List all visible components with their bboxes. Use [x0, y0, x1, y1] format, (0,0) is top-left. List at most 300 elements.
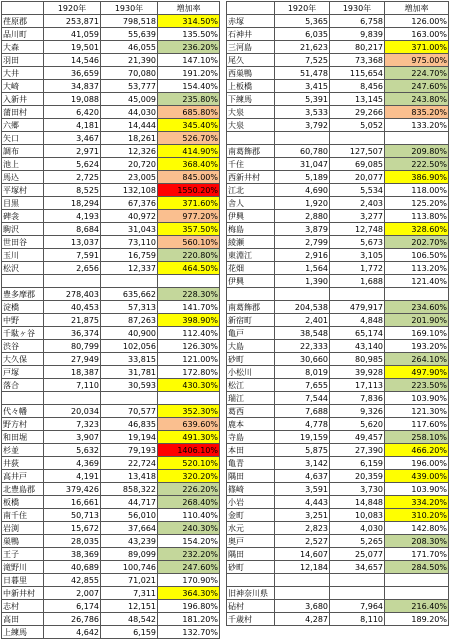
population-1920-cell: 19,088: [44, 93, 101, 106]
municipality-cell: 大井: [2, 67, 44, 80]
population-1930-cell: 9,839: [330, 28, 385, 41]
growth-rate-cell: 845.00%: [158, 171, 220, 184]
growth-rate-cell: 685.80%: [158, 106, 220, 119]
table-row: [227, 93, 449, 106]
population-1930-cell: 102,056: [101, 340, 158, 353]
municipality-cell: 石神井: [227, 28, 275, 41]
growth-rate-cell: [385, 132, 449, 145]
population-1930-cell: 12,337: [101, 262, 158, 275]
growth-rate-cell: 133.20%: [385, 119, 449, 132]
growth-rate-cell: 191.20%: [158, 67, 220, 80]
table-row: [227, 249, 449, 262]
municipality-cell: 亀戸: [227, 327, 275, 340]
table-row: [2, 483, 220, 496]
population-1920-cell: 15,672: [44, 522, 101, 535]
municipality-cell: 篠崎: [227, 483, 275, 496]
population-1920-cell: [275, 587, 330, 600]
municipality-cell: 松沢: [2, 262, 44, 275]
population-1920-cell: 21,875: [44, 314, 101, 327]
population-1920-cell: 4,193: [44, 210, 101, 223]
population-1930-cell: 71,021: [101, 574, 158, 587]
table-row: [227, 197, 449, 210]
municipality-cell: 本田: [227, 444, 275, 457]
population-1920-cell: 2,880: [275, 210, 330, 223]
municipality-cell: 羽田: [2, 54, 44, 67]
growth-rate-cell: 1550.20%: [158, 184, 220, 197]
municipality-cell: 世田谷: [2, 236, 44, 249]
municipality-cell: 駒沢: [2, 223, 44, 236]
population-1930-cell: [330, 574, 385, 587]
growth-rate-cell: 235.80%: [158, 93, 220, 106]
population-1930-cell: 5,673: [330, 236, 385, 249]
growth-rate-cell: 201.90%: [385, 314, 449, 327]
growth-rate-cell: 132.70%: [158, 626, 220, 639]
municipality-cell: 王子: [2, 548, 44, 561]
population-1920-cell: 278,403: [44, 288, 101, 301]
population-1930-cell: 18,261: [101, 132, 158, 145]
population-1920-cell: 3,907: [44, 431, 101, 444]
municipality-cell: 綾瀬: [227, 236, 275, 249]
municipality-cell: 杉並: [2, 444, 44, 457]
population-1920-cell: 3,591: [275, 483, 330, 496]
table-row: [2, 574, 220, 587]
header-row: [227, 2, 449, 15]
population-1930-cell: 46,835: [101, 418, 158, 431]
growth-rate-cell: 223.50%: [385, 379, 449, 392]
municipality-cell: 砂町: [227, 561, 275, 574]
growth-rate-cell: 352.30%: [158, 405, 220, 418]
population-1920-cell: 4,181: [44, 119, 101, 132]
population-1930-cell: 27,390: [330, 444, 385, 457]
table-row: [2, 600, 220, 613]
municipality-cell: 大島: [227, 340, 275, 353]
municipality-cell: 砂町: [227, 353, 275, 366]
growth-rate-cell: 135.50%: [158, 28, 220, 41]
population-1930-cell: 8,456: [330, 80, 385, 93]
population-1930-cell: 12,151: [101, 600, 158, 613]
population-1930-cell: 1,688: [330, 275, 385, 288]
table-row: [2, 288, 220, 301]
population-1930-cell: 45,009: [101, 93, 158, 106]
municipality-cell: 小岩: [227, 496, 275, 509]
population-1930-cell: 25,077: [330, 548, 385, 561]
population-1930-cell: 53,777: [101, 80, 158, 93]
population-1920-cell: 27,949: [44, 353, 101, 366]
population-1920-cell: 4,778: [275, 418, 330, 431]
population-1920-cell: 6,174: [44, 600, 101, 613]
population-1920-cell: 1,920: [275, 197, 330, 210]
municipality-cell: 伊興: [227, 210, 275, 223]
population-1920-cell: 2,971: [44, 145, 101, 158]
population-1930-cell: 858,322: [101, 483, 158, 496]
municipality-cell: 馬込: [2, 171, 44, 184]
population-1920-cell: 21,623: [275, 41, 330, 54]
municipality-cell: 高井戸: [2, 470, 44, 483]
growth-rate-cell: 466.20%: [385, 444, 449, 457]
population-1930-cell: 70,577: [101, 405, 158, 418]
municipality-cell: 砧村: [227, 600, 275, 613]
table-row: [227, 262, 449, 275]
growth-rate-cell: 1406.10%: [158, 444, 220, 457]
population-1930-cell: 479,917: [330, 301, 385, 314]
population-1920-cell: 2,401: [275, 314, 330, 327]
growth-rate-cell: 112.40%: [158, 327, 220, 340]
table-row: [2, 392, 220, 405]
growth-rate-cell: 320.20%: [158, 470, 220, 483]
population-1920-cell: 20,034: [44, 405, 101, 418]
population-1920-cell: 3,467: [44, 132, 101, 145]
growth-rate-cell: 125.20%: [385, 197, 449, 210]
population-1930-cell: 80,217: [330, 41, 385, 54]
table-row: [2, 548, 220, 561]
population-1930-cell: 44,717: [101, 496, 158, 509]
population-1920-cell: 2,916: [275, 249, 330, 262]
table-row: [227, 613, 449, 626]
population-1930-cell: 89,099: [101, 548, 158, 561]
header-row: [2, 2, 220, 15]
growth-rate-cell: 113.20%: [385, 262, 449, 275]
population-1920-cell: 8,019: [275, 366, 330, 379]
municipality-cell: 江北: [227, 184, 275, 197]
municipality-cell: 戸塚: [2, 366, 44, 379]
population-1920-cell: 253,871: [44, 15, 101, 28]
growth-rate-cell: 196.00%: [385, 457, 449, 470]
population-1920-cell: 2,823: [275, 522, 330, 535]
header-cell: 増加率: [158, 2, 220, 15]
municipality-cell: 野方村: [2, 418, 44, 431]
growth-rate-cell: 497.90%: [385, 366, 449, 379]
table-row: [227, 236, 449, 249]
population-1930-cell: 16,759: [101, 249, 158, 262]
population-1920-cell: 2,527: [275, 535, 330, 548]
population-1920-cell: 18,294: [44, 197, 101, 210]
municipality-cell: 井荻: [2, 457, 44, 470]
population-1930-cell: 5,265: [330, 535, 385, 548]
municipality-cell: 中野: [2, 314, 44, 327]
municipality-cell: 六郷: [2, 119, 44, 132]
population-1920-cell: 4,191: [44, 470, 101, 483]
table-row: [2, 496, 220, 509]
population-1920-cell: 7,688: [275, 405, 330, 418]
growth-rate-cell: 368.40%: [158, 158, 220, 171]
growth-rate-cell: 835.20%: [385, 106, 449, 119]
population-1920-cell: [44, 392, 101, 405]
table-row: [2, 366, 220, 379]
growth-rate-cell: 113.80%: [385, 210, 449, 223]
population-1920-cell: 28,035: [44, 535, 101, 548]
table-row: [227, 80, 449, 93]
growth-rate-cell: 202.70%: [385, 236, 449, 249]
table-row: [227, 184, 449, 197]
growth-rate-cell: 126.00%: [385, 15, 449, 28]
growth-rate-cell: 228.30%: [158, 288, 220, 301]
population-1920-cell: 4,637: [275, 470, 330, 483]
population-1930-cell: 22,724: [101, 457, 158, 470]
growth-rate-cell: 258.10%: [385, 431, 449, 444]
header-cell: [227, 2, 275, 15]
growth-rate-cell: 268.40%: [158, 496, 220, 509]
table-row: [227, 41, 449, 54]
population-1930-cell: 2,403: [330, 197, 385, 210]
municipality-cell: 瑞江: [227, 392, 275, 405]
municipality-cell: 北豊島郡: [2, 483, 44, 496]
municipality-cell: 大森: [2, 41, 44, 54]
municipality-cell: 目黒: [2, 197, 44, 210]
population-1930-cell: 73,368: [330, 54, 385, 67]
population-1930-cell: 12,748: [330, 223, 385, 236]
population-1930-cell: 73,110: [101, 236, 158, 249]
table-row: [2, 626, 220, 639]
population-1920-cell: 3,415: [275, 80, 330, 93]
growth-rate-cell: 310.20%: [385, 509, 449, 522]
table-row: [2, 119, 220, 132]
growth-rate-cell: 117.60%: [385, 418, 449, 431]
header-cell: 1930年: [101, 2, 158, 15]
table-row: [2, 340, 220, 353]
population-1920-cell: 40,689: [44, 561, 101, 574]
table-row: [227, 457, 449, 470]
table-row: [227, 561, 449, 574]
population-1930-cell: 23,005: [101, 171, 158, 184]
population-1920-cell: 42,855: [44, 574, 101, 587]
left-table-body: [2, 15, 220, 639]
municipality-cell: 上板橋: [227, 80, 275, 93]
table-row: [227, 366, 449, 379]
municipality-cell: 板橋: [2, 496, 44, 509]
population-1920-cell: 8,684: [44, 223, 101, 236]
municipality-cell: 松江: [227, 379, 275, 392]
municipality-cell: 西巣鴨: [227, 67, 275, 80]
growth-rate-cell: 364.30%: [158, 587, 220, 600]
header-cell: 増加率: [385, 2, 449, 15]
table-row: [227, 405, 449, 418]
population-1920-cell: [275, 574, 330, 587]
table-row: [227, 132, 449, 145]
growth-rate-cell: 247.60%: [385, 80, 449, 93]
table-row: [227, 106, 449, 119]
growth-rate-cell: 491.30%: [158, 431, 220, 444]
population-1930-cell: 31,781: [101, 366, 158, 379]
header-cell: 1930年: [330, 2, 385, 15]
population-1920-cell: 204,538: [275, 301, 330, 314]
population-1930-cell: 57,313: [101, 301, 158, 314]
growth-rate-cell: 181.20%: [158, 613, 220, 626]
growth-rate-cell: 193.20%: [385, 340, 449, 353]
growth-rate-cell: 171.70%: [385, 548, 449, 561]
population-1930-cell: 7,311: [101, 587, 158, 600]
growth-rate-cell: 526.70%: [158, 132, 220, 145]
population-1920-cell: 50,713: [44, 509, 101, 522]
population-1920-cell: 7,323: [44, 418, 101, 431]
population-1920-cell: 2,725: [44, 171, 101, 184]
growth-rate-cell: 975.00%: [385, 54, 449, 67]
municipality-cell: 小松川: [227, 366, 275, 379]
table-row: [227, 353, 449, 366]
table-row: [2, 379, 220, 392]
growth-rate-cell: 240.30%: [158, 522, 220, 535]
population-1920-cell: 14,546: [44, 54, 101, 67]
table-row: [227, 171, 449, 184]
population-1930-cell: [330, 288, 385, 301]
population-1920-cell: 3,142: [275, 457, 330, 470]
municipality-cell: 碑衾: [2, 210, 44, 223]
municipality-cell: 入新井: [2, 93, 44, 106]
header-cell: 1920年: [44, 2, 101, 15]
right-population-table: [226, 1, 449, 626]
population-1930-cell: 132,108: [101, 184, 158, 197]
population-1930-cell: 43,239: [101, 535, 158, 548]
population-1930-cell: 67,376: [101, 197, 158, 210]
population-1930-cell: 20,720: [101, 158, 158, 171]
population-1930-cell: 115,654: [330, 67, 385, 80]
table-row: [2, 67, 220, 80]
table-row: [227, 314, 449, 327]
growth-rate-cell: 154.40%: [158, 80, 220, 93]
table-row: [2, 314, 220, 327]
growth-rate-cell: 345.40%: [158, 119, 220, 132]
growth-rate-cell: 371.00%: [385, 41, 449, 54]
municipality-cell: 中新井村: [2, 587, 44, 600]
municipality-cell: 梅島: [227, 223, 275, 236]
growth-rate-cell: 398.90%: [158, 314, 220, 327]
population-1920-cell: 2,799: [275, 236, 330, 249]
population-1930-cell: 8,110: [330, 613, 385, 626]
growth-rate-cell: 103.90%: [385, 483, 449, 496]
population-1930-cell: 6,159: [330, 457, 385, 470]
municipality-cell: 三河島: [227, 41, 275, 54]
growth-rate-cell: 284.50%: [385, 561, 449, 574]
table-row: [2, 535, 220, 548]
table-row: [227, 327, 449, 340]
population-1920-cell: 5,189: [275, 171, 330, 184]
table-row: [2, 93, 220, 106]
table-row: [2, 249, 220, 262]
population-1920-cell: 22,333: [275, 340, 330, 353]
municipality-cell: [227, 574, 275, 587]
growth-rate-cell: 118.00%: [385, 184, 449, 197]
population-1920-cell: 19,501: [44, 41, 101, 54]
table-row: [2, 613, 220, 626]
population-1920-cell: 36,659: [44, 67, 101, 80]
growth-rate-cell: 236.20%: [158, 41, 220, 54]
population-1920-cell: 3,680: [275, 600, 330, 613]
municipality-cell: 大泉: [227, 119, 275, 132]
population-1930-cell: 14,444: [101, 119, 158, 132]
table-row: [227, 119, 449, 132]
growth-rate-cell: 371.60%: [158, 197, 220, 210]
population-1920-cell: 13,037: [44, 236, 101, 249]
municipality-cell: 水元: [227, 522, 275, 535]
population-1920-cell: 7,544: [275, 392, 330, 405]
municipality-cell: 南葛飾郡: [227, 301, 275, 314]
municipality-cell: 南葛飾郡: [227, 145, 275, 158]
population-1930-cell: 49,457: [330, 431, 385, 444]
population-1920-cell: 18,387: [44, 366, 101, 379]
population-1930-cell: 7,836: [330, 392, 385, 405]
population-1920-cell: [275, 132, 330, 145]
table-row: [227, 54, 449, 67]
population-1920-cell: 6,420: [44, 106, 101, 119]
municipality-cell: 矢口: [2, 132, 44, 145]
population-1920-cell: 5,632: [44, 444, 101, 457]
population-1920-cell: 34,837: [44, 80, 101, 93]
population-1920-cell: 7,655: [275, 379, 330, 392]
growth-rate-cell: 106.50%: [385, 249, 449, 262]
population-1920-cell: 5,624: [44, 158, 101, 171]
table-row: [2, 470, 220, 483]
municipality-cell: [2, 275, 44, 288]
table-row: [2, 405, 220, 418]
table-row: [227, 67, 449, 80]
population-1920-cell: 5,391: [275, 93, 330, 106]
table-row: [2, 210, 220, 223]
population-1920-cell: 31,047: [275, 158, 330, 171]
table-row: [2, 353, 220, 366]
growth-rate-cell: 334.20%: [385, 496, 449, 509]
growth-rate-cell: [385, 587, 449, 600]
table-row: [227, 535, 449, 548]
growth-rate-cell: 103.90%: [385, 392, 449, 405]
growth-rate-cell: 224.70%: [385, 67, 449, 80]
municipality-cell: 東淵江: [227, 249, 275, 262]
population-1930-cell: 14,848: [330, 496, 385, 509]
municipality-cell: 豊多摩郡: [2, 288, 44, 301]
municipality-cell: 渋谷: [2, 340, 44, 353]
population-1930-cell: 34,657: [330, 561, 385, 574]
growth-rate-cell: 216.40%: [385, 600, 449, 613]
growth-rate-cell: [385, 288, 449, 301]
growth-rate-cell: 243.80%: [385, 93, 449, 106]
table-row: [2, 561, 220, 574]
table-row: [227, 288, 449, 301]
population-1930-cell: 39,928: [330, 366, 385, 379]
municipality-cell: 西新井村: [227, 171, 275, 184]
population-1920-cell: 8,525: [44, 184, 101, 197]
table-row: [2, 80, 220, 93]
population-1930-cell: 80,985: [330, 353, 385, 366]
table-row: [227, 15, 449, 28]
table-row: [2, 418, 220, 431]
population-1930-cell: 5,052: [330, 119, 385, 132]
municipality-cell: 下練馬: [227, 93, 275, 106]
municipality-cell: 代々幡: [2, 405, 44, 418]
growth-rate-cell: 439.00%: [385, 470, 449, 483]
municipality-cell: 調布: [2, 145, 44, 158]
population-1920-cell: 41,059: [44, 28, 101, 41]
population-1930-cell: 17,113: [330, 379, 385, 392]
growth-rate-cell: 639.60%: [158, 418, 220, 431]
header-cell: [2, 2, 44, 15]
municipality-cell: 大崎: [2, 80, 44, 93]
population-1930-cell: 10,083: [330, 509, 385, 522]
population-1920-cell: 60,780: [275, 145, 330, 158]
municipality-cell: 玉川: [2, 249, 44, 262]
population-1920-cell: 4,287: [275, 613, 330, 626]
municipality-cell: 上練馬: [2, 626, 44, 639]
growth-rate-cell: 126.30%: [158, 340, 220, 353]
population-1930-cell: 100,746: [101, 561, 158, 574]
population-1920-cell: 30,660: [275, 353, 330, 366]
growth-rate-cell: 121.30%: [385, 405, 449, 418]
population-1930-cell: [330, 587, 385, 600]
municipality-cell: 新宿町: [227, 314, 275, 327]
population-1930-cell: [330, 132, 385, 145]
table-row: [2, 145, 220, 158]
population-1920-cell: 80,799: [44, 340, 101, 353]
municipality-cell: 平塚村: [2, 184, 44, 197]
population-1930-cell: 127,507: [330, 145, 385, 158]
table-row: [2, 444, 220, 457]
